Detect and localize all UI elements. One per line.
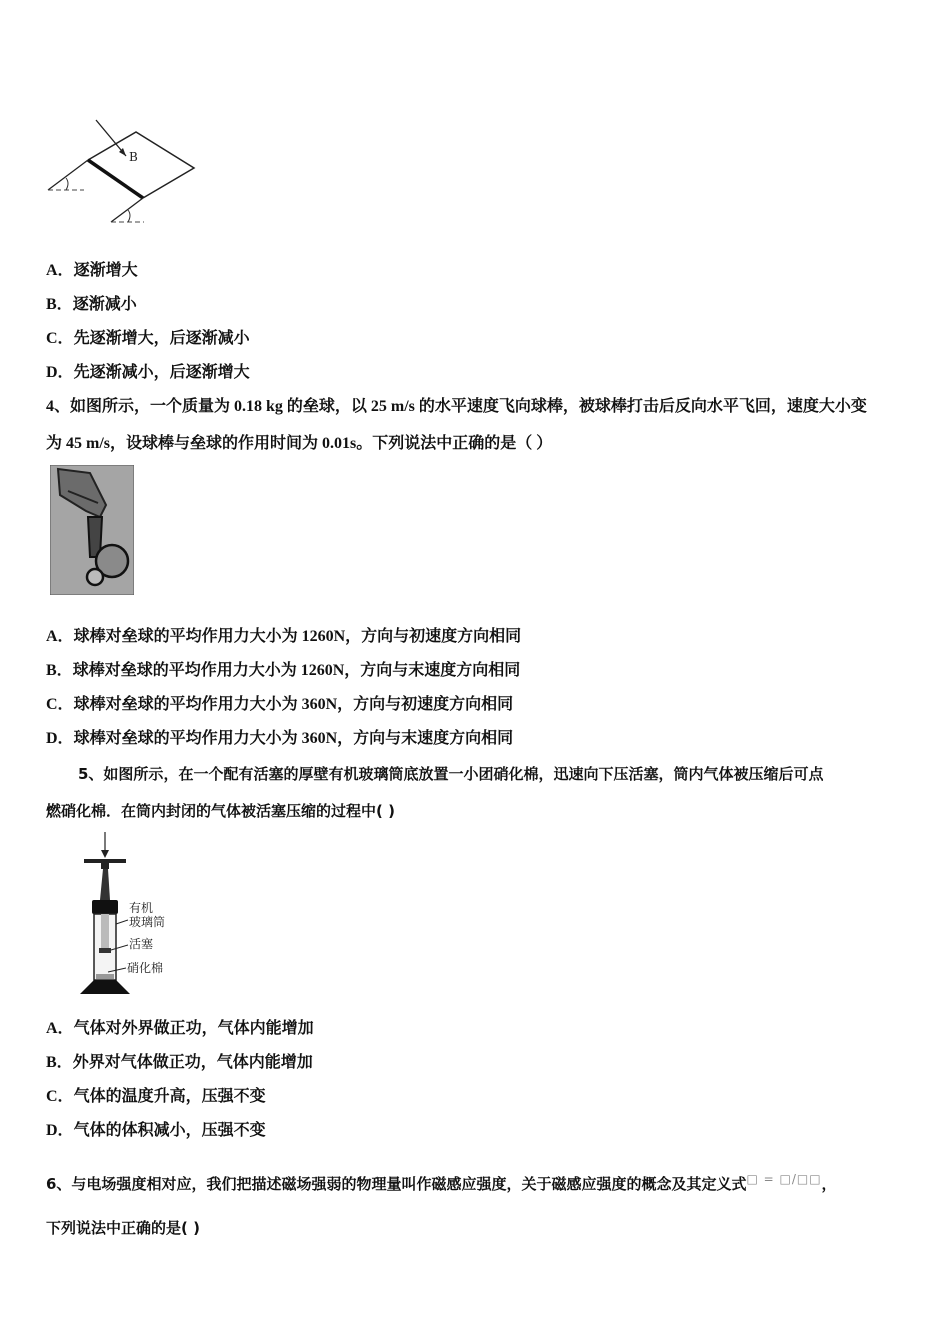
option-letter: C． xyxy=(46,1088,74,1105)
option-text: 球棒对垒球的平均作用力大小为 360N，方向与初速度方向相同 xyxy=(73,696,514,713)
option-letter: D． xyxy=(46,1122,74,1139)
q6-stem-line2: 下列说法中正确的是( ) xyxy=(46,1219,200,1237)
option-letter: C． xyxy=(46,330,74,347)
option-text: 气体对外界做正功，气体内能增加 xyxy=(73,1020,314,1037)
label-organic: 有机 xyxy=(129,901,154,915)
q4-option-b xyxy=(46,661,520,681)
q5-stem-line2: 燃硝化棉．在筒内封闭的气体被活塞压缩的过程中( ) xyxy=(46,802,395,820)
q4-option-d xyxy=(46,729,513,749)
q6-stem-line1 xyxy=(46,1169,837,1194)
option-text: 先逐渐增大，后逐渐减小 xyxy=(73,330,250,347)
q4-stem-line1: 4、如图所示，一个质量为 0.18 kg 的垒球，以 25 m/s 的水平速度飞向球棒，被球棒打击后反向水平飞回，速度大小变 xyxy=(46,398,867,415)
option-letter: D． xyxy=(46,730,74,747)
q3-option-c xyxy=(46,329,250,349)
option-text: 先逐渐减小，后逐渐增大 xyxy=(73,364,250,381)
option-letter: D． xyxy=(46,364,74,381)
q6-stem-punct: ， xyxy=(821,1175,837,1193)
option-letter: A． xyxy=(46,262,74,279)
q5-option-c xyxy=(46,1087,266,1107)
label-glass-tube: 玻璃筒 xyxy=(129,915,166,929)
q3-figure-rails-magnetic-field xyxy=(44,100,199,230)
option-text: 逐渐减小 xyxy=(72,296,137,313)
option-text: 逐渐增大 xyxy=(73,262,138,279)
label-nitrocellulose: 硝化棉 xyxy=(127,961,164,975)
option-text: 球棒对垒球的平均作用力大小为 1260N，方向与初速度方向相同 xyxy=(73,628,522,645)
q5-figure-piston-cylinder xyxy=(72,832,182,1002)
option-text: 外界对气体做正功，气体内能增加 xyxy=(72,1054,313,1071)
q4-option-a xyxy=(46,627,521,647)
q3-option-b xyxy=(46,295,137,315)
magnetic-field-label: B xyxy=(129,150,138,164)
label-piston: 活塞 xyxy=(129,937,154,951)
option-letter: A． xyxy=(46,628,74,645)
q6-stem-text: 6、与电场强度相对应，我们把描述磁场强弱的物理量叫作磁感应强度，关于磁感应强度的概念及其定义式 xyxy=(46,1175,747,1193)
q3-option-d xyxy=(46,363,250,383)
q4-option-c xyxy=(46,695,513,715)
option-letter: B． xyxy=(46,662,73,679)
option-letter: A． xyxy=(46,1020,74,1037)
formula-b-definition: □ = □/□□ xyxy=(746,1172,822,1186)
q5-option-d xyxy=(46,1121,266,1141)
option-text: 球棒对垒球的平均作用力大小为 360N，方向与末速度方向相同 xyxy=(73,730,514,747)
q5-stem-line1: 5、如图所示，在一个配有活塞的厚壁有机玻璃筒底放置一小团硝化棉，迅速向下压活塞，筒内气体被压缩后可点 xyxy=(78,765,824,783)
option-text: 气体的温度升高，压强不变 xyxy=(73,1088,266,1105)
option-text: 球棒对垒球的平均作用力大小为 1260N，方向与末速度方向相同 xyxy=(72,662,521,679)
q5-option-b xyxy=(46,1053,313,1073)
option-letter: B． xyxy=(46,296,73,313)
q4-figure-bat-ball-photo xyxy=(50,465,134,595)
option-letter: C． xyxy=(46,696,74,713)
q3-option-a xyxy=(46,261,138,281)
option-text: 气体的体积减小，压强不变 xyxy=(73,1122,266,1139)
q4-stem-line2: 为 45 m/s，设球棒与垒球的作用时间为 0.01s。下列说法中正确的是（ ） xyxy=(46,435,553,452)
option-letter: B． xyxy=(46,1054,73,1071)
q5-option-a xyxy=(46,1019,314,1039)
